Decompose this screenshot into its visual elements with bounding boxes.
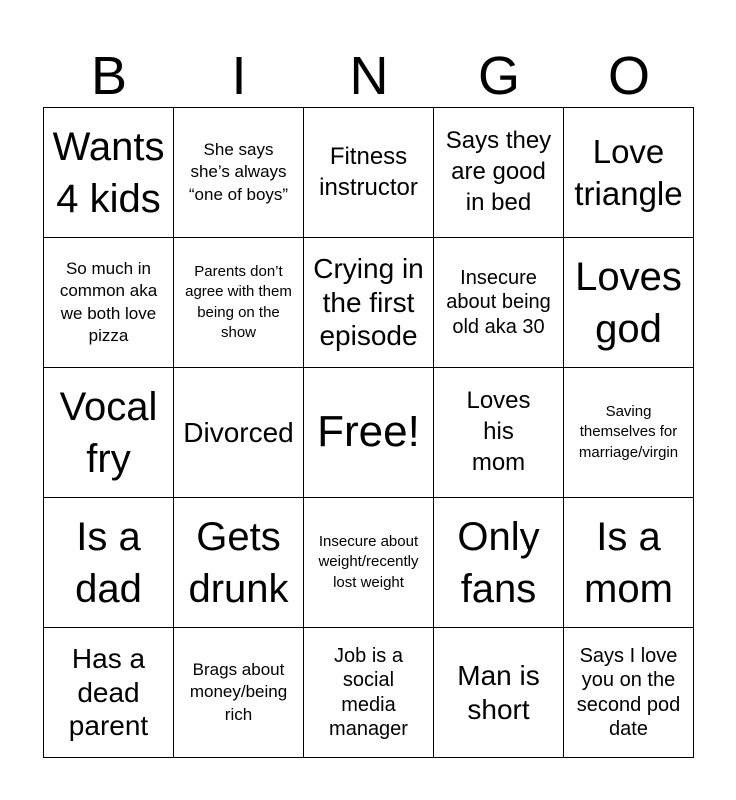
bingo-cell[interactable] <box>434 498 564 628</box>
cell-text: Has a dead parent <box>68 643 149 742</box>
cell-text: Man is short <box>457 659 540 725</box>
cell-text: Wants 4 kids <box>52 124 165 221</box>
cell-text: Parents don’t agree with them being on the show <box>185 263 292 341</box>
cell-text: Love triangle <box>574 133 683 212</box>
bingo-cell[interactable] <box>44 368 174 498</box>
bingo-cell[interactable] <box>44 108 174 238</box>
bingo-cell[interactable] <box>434 238 564 368</box>
bingo-cell[interactable] <box>434 628 564 758</box>
cell-text: Insecure about being old aka 30 <box>446 266 551 338</box>
bingo-cell[interactable] <box>44 498 174 628</box>
free-space-label: Free! <box>317 407 420 457</box>
bingo-cell[interactable] <box>304 108 434 238</box>
bingo-cell[interactable] <box>174 628 304 758</box>
cell-text: Gets drunk <box>188 514 289 611</box>
bingo-cell[interactable] <box>434 368 564 498</box>
bingo-cell[interactable] <box>564 238 694 368</box>
cell-text: Is a dad <box>75 514 142 611</box>
bingo-cell[interactable] <box>564 368 694 498</box>
bingo-cell[interactable] <box>174 238 304 368</box>
bingo-header <box>44 44 694 108</box>
bingo-cell[interactable] <box>44 238 174 368</box>
bingo-cell[interactable] <box>174 498 304 628</box>
cell-text: Insecure about weight/recently lost weight <box>318 533 419 591</box>
bingo-cell[interactable] <box>304 498 434 628</box>
bingo-cell[interactable] <box>44 628 174 758</box>
header-letter-o: O <box>607 46 650 106</box>
cell-text: Says I love you on the second pod date <box>576 644 681 740</box>
cell-text: So much in common aka we both love pizza <box>59 259 158 345</box>
bingo-cell[interactable] <box>564 108 694 238</box>
bingo-cell[interactable] <box>564 628 694 758</box>
bingo-cell[interactable] <box>434 108 564 238</box>
cell-text: Vocal fry <box>59 384 158 481</box>
bingo-cell[interactable] <box>304 628 434 758</box>
cell-text: Brags about money/being rich <box>189 660 288 724</box>
cell-text: Is a mom <box>584 514 673 611</box>
header-letter-i: I <box>231 46 247 106</box>
cell-text: Says they are good in bed <box>445 127 552 216</box>
free-space-cell[interactable] <box>304 368 434 498</box>
header-letter-b: B <box>90 46 128 106</box>
bingo-card <box>43 107 694 758</box>
bingo-cell[interactable] <box>174 368 304 498</box>
cell-text: Loves god <box>575 254 682 351</box>
bingo-cell[interactable] <box>564 498 694 628</box>
cell-text: Fitness instructor <box>319 142 418 201</box>
header-letter-g: G <box>477 46 520 106</box>
cell-text: Job is a social media manager <box>329 644 408 740</box>
cell-text: She says she’s always “one of boys” <box>188 140 289 204</box>
cell-text: Saving themselves for marriage/virgin <box>578 403 679 461</box>
bingo-cell[interactable] <box>174 108 304 238</box>
header-letter-n: N <box>349 46 389 106</box>
cell-text: Divorced <box>183 416 294 448</box>
cell-text: Loves his mom <box>466 387 531 476</box>
cell-text: Only fans <box>457 514 540 611</box>
cell-text: Crying in the first episode <box>313 253 424 352</box>
bingo-cell[interactable] <box>304 238 434 368</box>
